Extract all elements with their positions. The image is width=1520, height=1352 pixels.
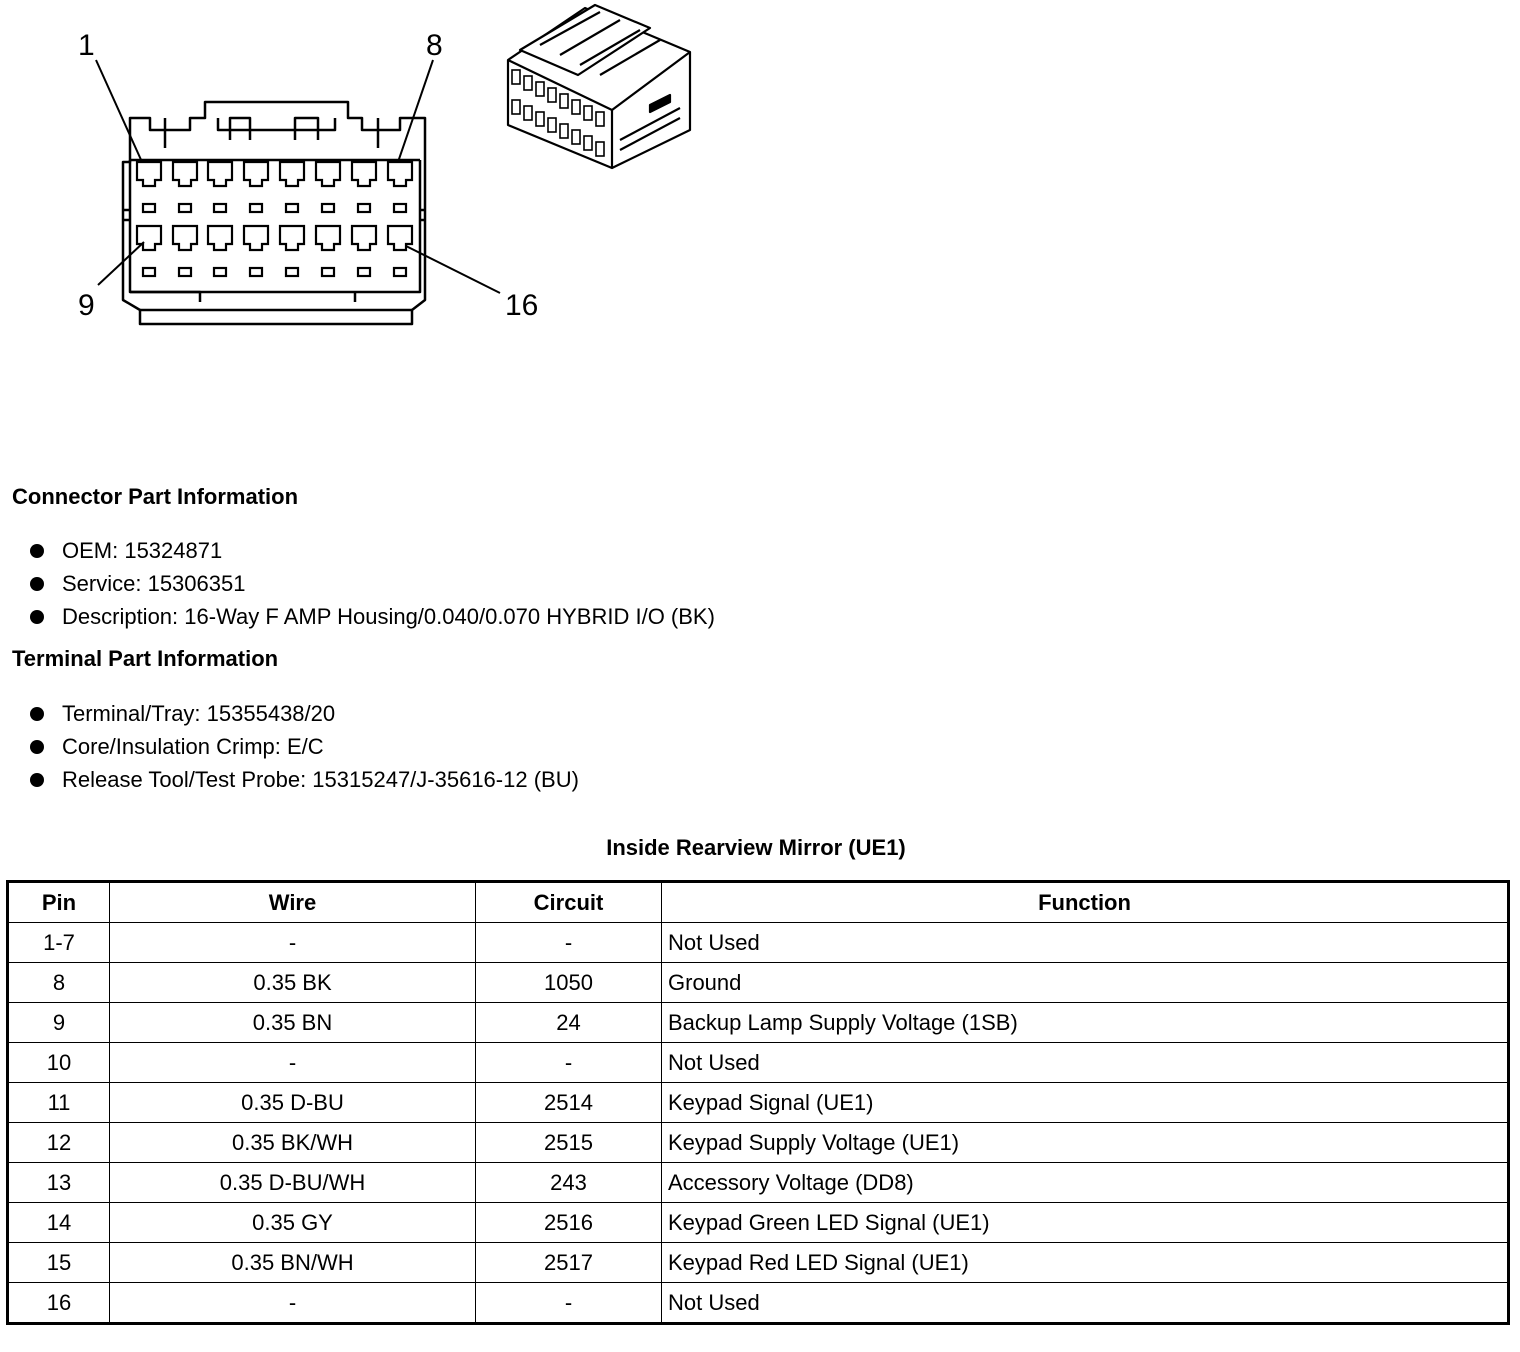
- iso-cavity: [560, 124, 568, 138]
- cell-wire: 0.35 BK: [110, 963, 476, 1003]
- cell-wire: 0.35 BN/WH: [110, 1243, 476, 1283]
- header-pin: Pin: [8, 882, 110, 923]
- cavity: [173, 226, 197, 250]
- cell-circuit: 1050: [476, 963, 662, 1003]
- table-row: [8, 1003, 1509, 1043]
- connector-info-title: Connector Part Information: [12, 484, 299, 509]
- cell-pin: 11: [8, 1083, 110, 1123]
- table-row: [8, 923, 1509, 963]
- cell-wire: -: [110, 923, 476, 963]
- cell-function: Ground: [662, 963, 1509, 1003]
- cell-circuit: 2517: [476, 1243, 662, 1283]
- iso-cavity: [536, 82, 544, 96]
- cell-function: Keypad Red LED Signal (UE1): [662, 1243, 1509, 1283]
- list-item: [28, 600, 715, 633]
- cell-circuit: -: [476, 923, 662, 963]
- bullet-icon: [30, 740, 44, 754]
- cell-pin: 12: [8, 1123, 110, 1163]
- cavity: [244, 162, 268, 186]
- iso-cavity: [512, 100, 520, 114]
- cavity-slot: [143, 204, 155, 212]
- table-row: [8, 1283, 1509, 1324]
- cavity-slot: [394, 204, 406, 212]
- connector-info-list: [28, 534, 715, 633]
- iso-cavity: [584, 106, 592, 120]
- cavity-slot: [179, 268, 191, 276]
- iso-cavity: [596, 142, 604, 156]
- iso-cavity: [560, 94, 568, 108]
- cell-pin: 15: [8, 1243, 110, 1283]
- cavity-slot: [214, 268, 226, 276]
- iso-cavity: [524, 76, 532, 90]
- cavity-slot: [250, 204, 262, 212]
- cell-function: Backup Lamp Supply Voltage (1SB): [662, 1003, 1509, 1043]
- cell-circuit: 2515: [476, 1123, 662, 1163]
- cavity: [137, 162, 161, 186]
- cavity-slot: [179, 204, 191, 212]
- cavity-slot: [358, 204, 370, 212]
- cell-function: Accessory Voltage (DD8): [662, 1163, 1509, 1203]
- header-wire: Wire: [110, 882, 476, 923]
- cell-circuit: -: [476, 1283, 662, 1324]
- cell-circuit: -: [476, 1043, 662, 1083]
- iso-cavity: [572, 100, 580, 114]
- cell-wire: 0.35 GY: [110, 1203, 476, 1243]
- cell-circuit: 24: [476, 1003, 662, 1043]
- cavity-slot: [286, 268, 298, 276]
- list-item-text: Description: 16-Way F AMP Housing/0.040/0.070 HYBRID I/O (BK): [62, 604, 715, 629]
- cavity-slot: [286, 204, 298, 212]
- list-item: [28, 697, 579, 730]
- cell-function: Not Used: [662, 923, 1509, 963]
- table-row: [8, 1243, 1509, 1283]
- terminal-info-title: Terminal Part Information: [12, 646, 279, 671]
- pin-label-1: 1: [78, 29, 95, 62]
- cell-wire: 0.35 D-BU: [110, 1083, 476, 1123]
- cavity: [280, 226, 304, 250]
- iso-cavity: [536, 112, 544, 126]
- cavity-slot: [394, 268, 406, 276]
- bullet-icon: [30, 577, 44, 591]
- iso-cavity: [596, 112, 604, 126]
- pin-table: [6, 880, 1510, 1325]
- table-row: [8, 1123, 1509, 1163]
- cell-pin: 14: [8, 1203, 110, 1243]
- list-item: [28, 730, 579, 763]
- iso-cavity: [572, 130, 580, 144]
- cavity-slot: [322, 268, 334, 276]
- bullet-icon: [30, 773, 44, 787]
- cell-wire: -: [110, 1043, 476, 1083]
- cavity: [173, 162, 197, 186]
- cavity: [352, 162, 376, 186]
- iso-cavity: [524, 106, 532, 120]
- cell-wire: 0.35 BN: [110, 1003, 476, 1043]
- cavity: [244, 226, 268, 250]
- iso-cavity: [548, 118, 556, 132]
- iso-cavity: [548, 88, 556, 102]
- bullet-icon: [30, 544, 44, 558]
- cavity-slot: [322, 204, 334, 212]
- cavity-slot: [358, 268, 370, 276]
- pin-label-16: 16: [505, 289, 539, 322]
- cell-wire: 0.35 BK/WH: [110, 1123, 476, 1163]
- bullet-icon: [30, 707, 44, 721]
- cell-wire: -: [110, 1283, 476, 1324]
- list-item-text: Service: 15306351: [62, 571, 246, 596]
- bullet-icon: [30, 610, 44, 624]
- table-row: [8, 1083, 1509, 1123]
- cell-function: Not Used: [662, 1283, 1509, 1324]
- cell-circuit: 2514: [476, 1083, 662, 1123]
- list-item-text: Release Tool/Test Probe: 15315247/J-35616-12 (BU): [62, 767, 579, 792]
- cell-pin: 8: [8, 963, 110, 1003]
- table-title: Inside Rearview Mirror (UE1): [606, 835, 906, 860]
- cell-function: Keypad Signal (UE1): [662, 1083, 1509, 1123]
- table-row: [8, 1043, 1509, 1083]
- list-item-text: Core/Insulation Crimp: E/C: [62, 734, 324, 759]
- cell-function: Not Used: [662, 1043, 1509, 1083]
- cavity: [352, 226, 376, 250]
- pin-table-body: [8, 923, 1509, 1324]
- header-circuit: Circuit: [476, 882, 662, 923]
- cell-pin: 9: [8, 1003, 110, 1043]
- cavity-slot: [250, 268, 262, 276]
- cavity: [316, 226, 340, 250]
- table-row: [8, 963, 1509, 1003]
- table-header-row: [8, 882, 1509, 923]
- terminal-info-list: [28, 697, 579, 796]
- connector-diagram: [0, 0, 720, 340]
- list-item-text: Terminal/Tray: 15355438/20: [62, 701, 336, 726]
- pin-label-9: 9: [78, 289, 95, 322]
- table-row: [8, 1203, 1509, 1243]
- list-item: [28, 763, 579, 796]
- cell-pin: 13: [8, 1163, 110, 1203]
- cell-wire: 0.35 D-BU/WH: [110, 1163, 476, 1203]
- cell-function: Keypad Green LED Signal (UE1): [662, 1203, 1509, 1243]
- cell-pin: 10: [8, 1043, 110, 1083]
- cell-circuit: 2516: [476, 1203, 662, 1243]
- cavity: [388, 162, 412, 186]
- cell-circuit: 243: [476, 1163, 662, 1203]
- cavity: [280, 162, 304, 186]
- list-item: [28, 567, 715, 600]
- cavity: [316, 162, 340, 186]
- cavity: [208, 162, 232, 186]
- pin-label-8: 8: [426, 29, 443, 62]
- cavity: [208, 226, 232, 250]
- cell-pin: 1-7: [8, 923, 110, 963]
- list-item-text: OEM: 15324871: [62, 538, 223, 563]
- cell-pin: 16: [8, 1283, 110, 1324]
- table-row: [8, 1163, 1509, 1203]
- cavity-slot: [214, 204, 226, 212]
- iso-cavity: [584, 136, 592, 150]
- iso-cavity: [512, 70, 520, 84]
- cell-function: Keypad Supply Voltage (UE1): [662, 1123, 1509, 1163]
- header-function: Function: [662, 882, 1509, 923]
- cavity-slot: [143, 268, 155, 276]
- list-item: [28, 534, 715, 567]
